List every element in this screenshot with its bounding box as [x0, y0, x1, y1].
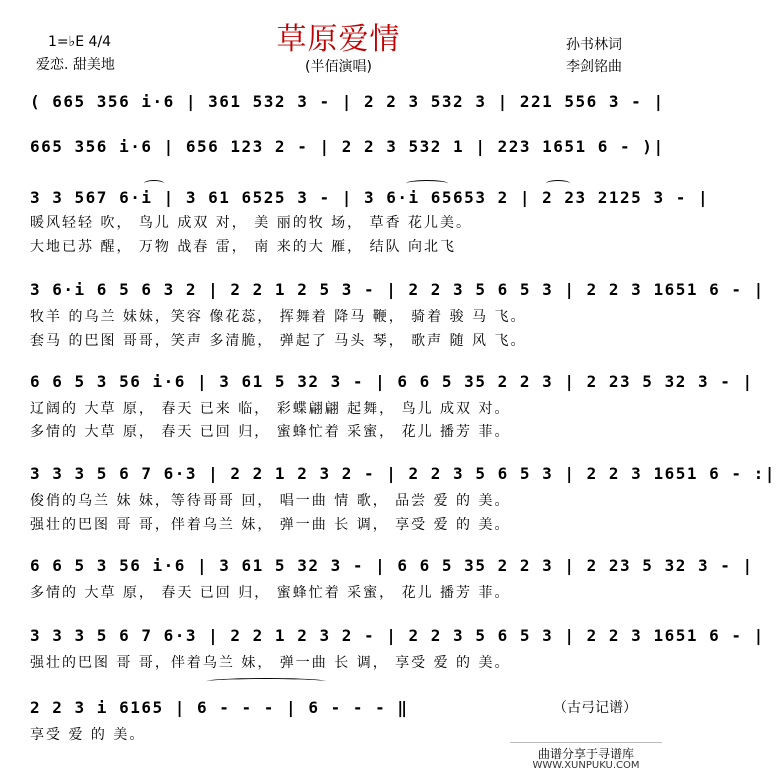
notation-line: 3 3 3 5 6 7 6·3 | 2 2 1 2 3 2 - | 2 2 3 5 6 5 3 | 2 2 3 1651 6 - :| [30, 464, 776, 483]
notation-line: 2 2 3 i 6165 | 6 - - - | 6 - - - ‖ [30, 698, 409, 717]
lyric-line: 享受 爱 的 美。 [30, 727, 146, 743]
slur-arc [546, 180, 570, 187]
lyricist-credit: 孙书林词 [566, 37, 622, 53]
notation-line: ( 665 356 i·6 | 361 532 3 - | 2 2 3 532 3 | 221 556 3 - | [30, 92, 665, 111]
lyric-line: 多情的 大草 原， 春天 已回 归， 蜜蜂忙着 采蜜， 花儿 播芳 菲。 [30, 424, 511, 440]
slur-arc [406, 180, 448, 187]
performance-style: 爱恋. 甜美地 [36, 57, 115, 73]
version-note: (半佰演唱) [305, 59, 372, 75]
notation-line: 3 6·i 6 5 6 3 2 | 2 2 1 2 5 3 - | 2 2 3 5 6 5 3 | 2 2 3 1651 6 - | [30, 280, 765, 299]
lyric-line: 多情的 大草 原， 春天 已回 归， 蜜蜂忙着 采蜜， 花儿 播芳 菲。 [30, 585, 511, 601]
lyric-line: 大地已苏 醒， 万物 战春 雷， 南 来的大 雁， 结队 向北飞 [30, 239, 457, 255]
lyric-line: 强壮的巴图 哥 哥，伴着乌兰 妹， 弹一曲 长 调， 享受 爱 的 美。 [30, 517, 511, 533]
lyric-line: 强壮的巴图 哥 哥，伴着乌兰 妹， 弹一曲 长 调， 享受 爱 的 美。 [30, 655, 511, 671]
lyric-line: 套马 的巴图 哥哥，笑声 多清脆， 弹起了 马头 琴， 歌声 随 风 飞。 [30, 333, 527, 349]
lyric-line: 俊俏的乌兰 妹 妹，等待哥哥 回， 唱一曲 情 歌， 品尝 爱 的 美。 [30, 493, 511, 509]
notation-line: 665 356 i·6 | 656 123 2 - | 2 2 3 532 1 | 223 1651 6 - )| [30, 137, 665, 156]
notation-source: （古弓记谱） [553, 700, 637, 716]
notation-line: 3 3 3 5 6 7 6·3 | 2 2 1 2 3 2 - | 2 2 3 5 6 5 3 | 2 2 3 1651 6 - | [30, 626, 765, 645]
composer-credit: 李剑铭曲 [566, 59, 622, 75]
song-title: 草原爱情 [276, 22, 401, 57]
lyric-line: 辽阔的 大草 原， 春天 已来 临， 彩蝶翩翩 起舞， 鸟儿 成双 对。 [30, 401, 511, 417]
lyric-line: 牧羊 的乌兰 妹妹，笑容 像花蕊， 挥舞着 降马 鞭， 骑着 骏 马 飞。 [30, 309, 527, 325]
slur-arc [206, 678, 326, 685]
lyric-line: 暖风轻轻 吹， 鸟儿 成双 对， 美 丽的牧 场， 草香 花儿美。 [30, 215, 473, 231]
footer-watermark: 曲谱分享于寻谱库 [510, 742, 662, 762]
notation-line: 6 6 5 3 56 i·6 | 3 61 5 32 3 - | 6 6 5 35 2 2 3 | 2 23 5 32 3 - | [30, 556, 754, 575]
notation-line: 3 3 567 6·i | 3 61 6525 3 - | 3 6·i 65653 2 | 2 23 2125 3 - | [30, 188, 710, 207]
notation-line: 6 6 5 3 56 i·6 | 3 61 5 32 3 - | 6 6 5 35 2 2 3 | 2 23 5 32 3 - | [30, 372, 754, 391]
footer-url: WWW.XUNPUKU.COM [532, 760, 640, 771]
slur-arc [144, 180, 164, 187]
key-signature: 1=♭E 4/4 [48, 34, 112, 50]
